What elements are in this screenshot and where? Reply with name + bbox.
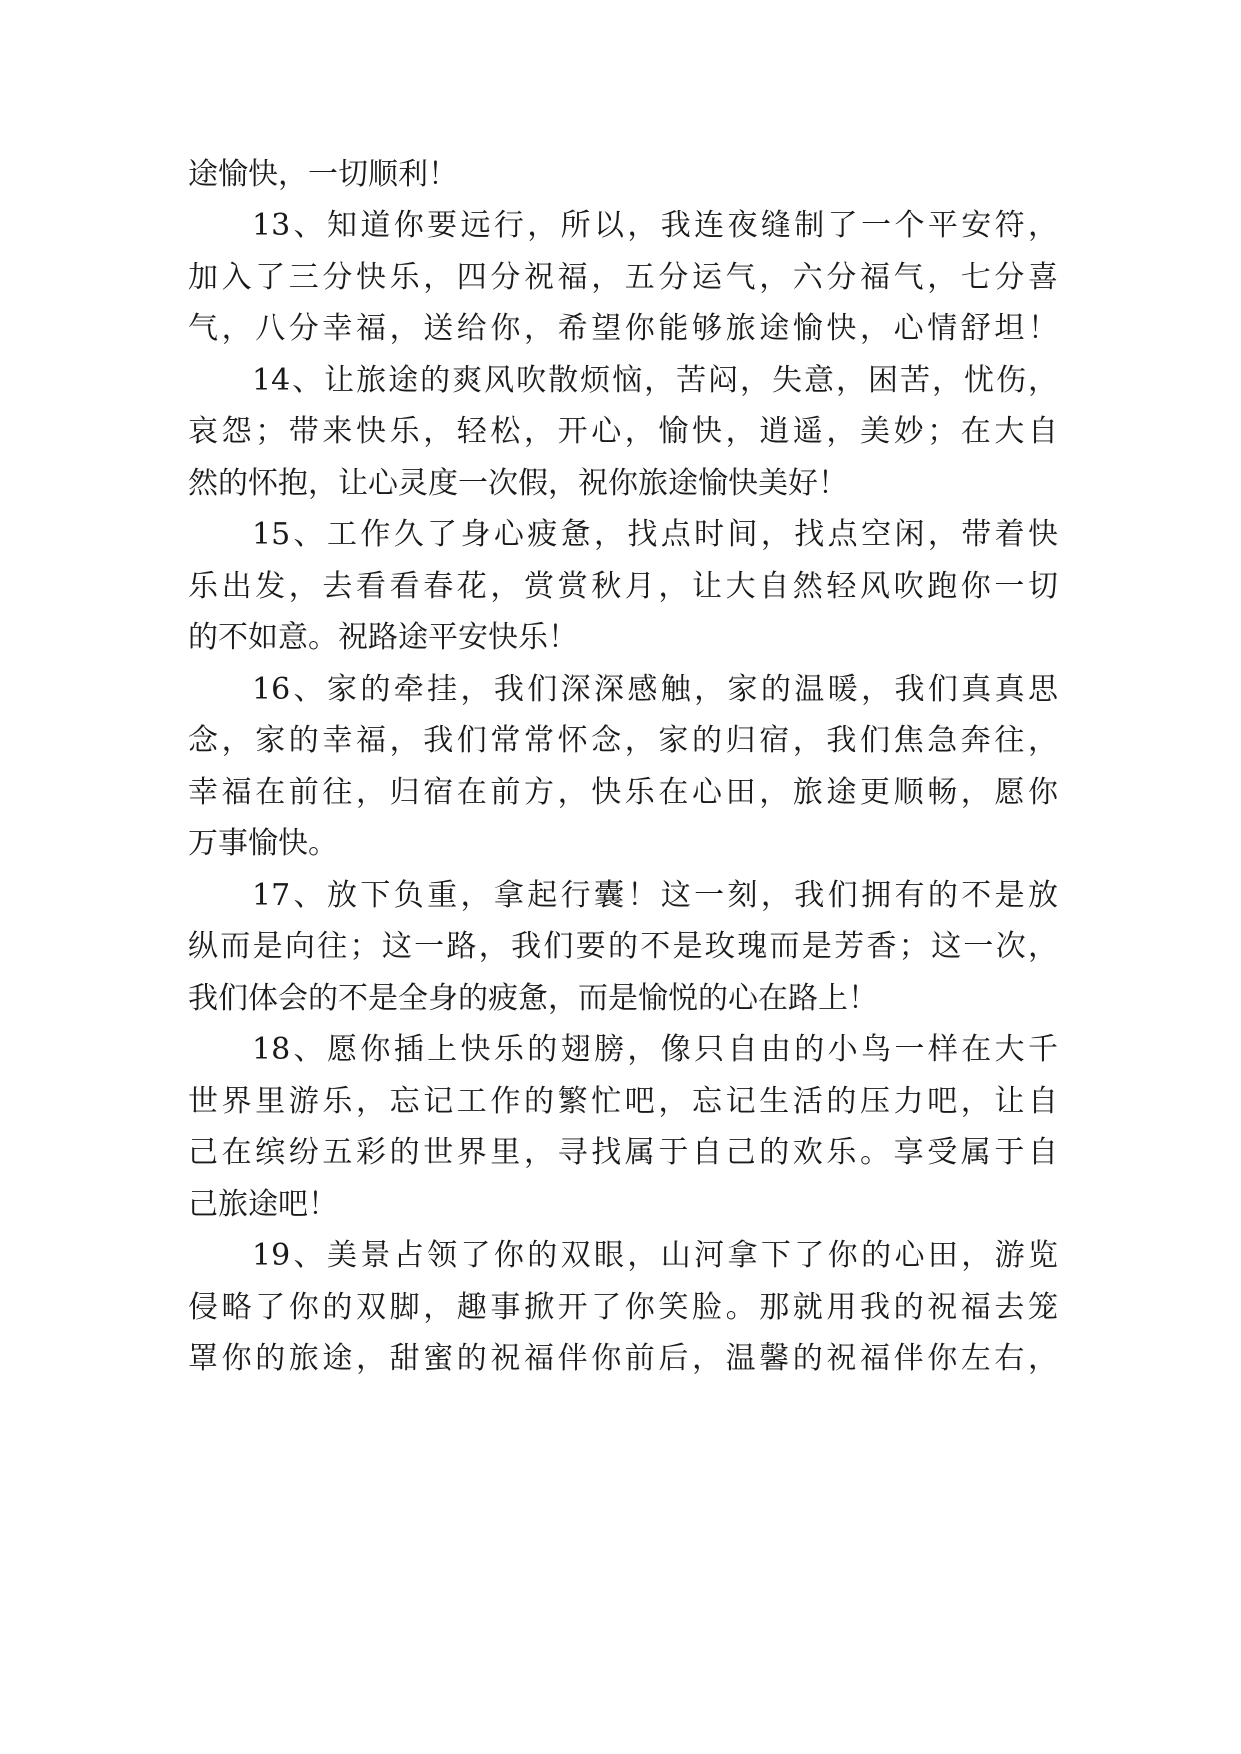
text-line: 加入了三分快乐，四分祝福，五分运气，六分福气，七分喜: [188, 260, 1058, 295]
text-line: 侵略了你的双脚，趣事掀开了你笑脸。那就用我的祝福去笼: [188, 1290, 1058, 1325]
text-line: 己在缤纷五彩的世界里，寻找属于自己的欢乐。享受属于自: [188, 1135, 1058, 1170]
text-line: 万事愉快。: [188, 826, 338, 861]
text-line: 19、美景占领了你的双眼，山河拿下了你的心田，游览: [252, 1238, 1058, 1273]
text-line: 念，家的幸福，我们常常怀念，家的归宿，我们焦急奔往，: [188, 723, 1058, 758]
text-line: 幸福在前往，归宿在前方，快乐在心田，旅途更顺畅，愿你: [188, 775, 1058, 810]
text-line: 的不如意。祝路途平安快乐！: [188, 620, 578, 655]
text-line: 15、工作久了身心疲惫，找点时间，找点空闲，带着快: [252, 517, 1058, 552]
text-line: 世界里游乐，忘记工作的繁忙吧，忘记生活的压力吧，让自: [188, 1084, 1058, 1119]
text-line: 途愉快，一切顺利！: [188, 157, 458, 192]
text-line: 我们体会的不是全身的疲惫，而是愉悦的心在路上！: [188, 981, 878, 1016]
text-line: 气，八分幸福，送给你，希望你能够旅途愉快，心情舒坦！: [188, 311, 1058, 346]
text-line: 纵而是向往；这一路，我们要的不是玫瑰而是芳香；这一次，: [188, 929, 1058, 964]
text-line: 16、家的牵挂，我们深深感触，家的温暖，我们真真思: [252, 672, 1058, 707]
text-line: 18、愿你插上快乐的翅膀，像只自由的小鸟一样在大千: [252, 1032, 1058, 1067]
text-line: 乐出发，去看看春花，赏赏秋月，让大自然轻风吹跑你一切: [188, 569, 1058, 604]
text-line: 13、知道你要远行，所以，我连夜缝制了一个平安符，: [252, 208, 1058, 243]
text-line: 14、让旅途的爽风吹散烦恼，苦闷，失意，困苦，忧伤，: [252, 363, 1058, 398]
text-line: 罩你的旅途，甜蜜的祝福伴你前后，温馨的祝福伴你左右，: [188, 1341, 1058, 1376]
text-line: 哀怨；带来快乐，轻松，开心，愉快，逍遥，美妙；在大自: [188, 414, 1058, 449]
text-line: 17、放下负重，拿起行囊！这一刻，我们拥有的不是放: [252, 878, 1058, 913]
text-line: 然的怀抱，让心灵度一次假，祝你旅途愉快美好！: [188, 466, 848, 501]
text-line: 己旅途吧！: [188, 1187, 338, 1222]
